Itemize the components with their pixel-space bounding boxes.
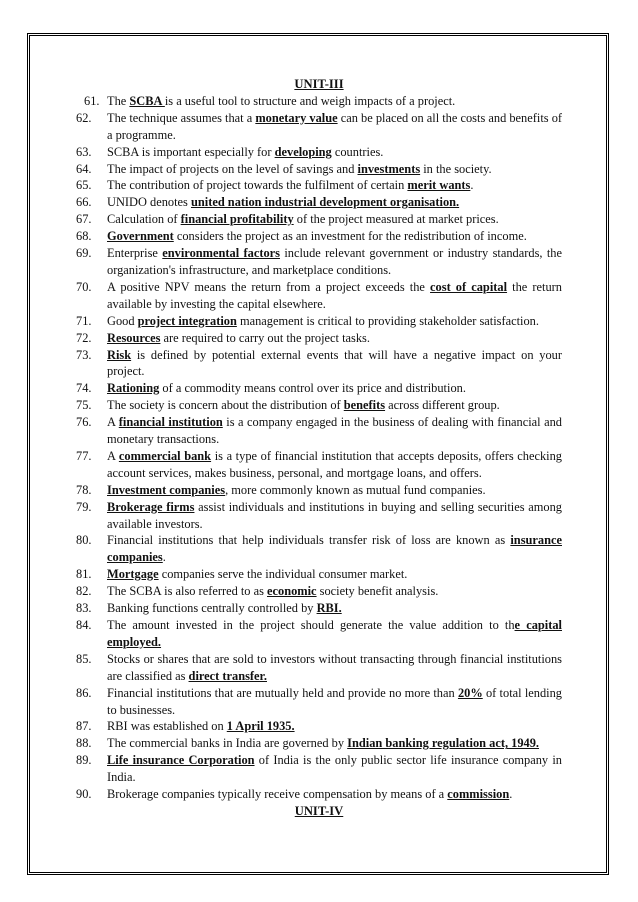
item-text-segment: The amount invested in the project should generate the value addition to th: [107, 618, 515, 632]
list-item: [76, 177, 562, 194]
item-number: 66.: [76, 195, 92, 210]
item-text-segment: The contribution of project towards the fulfilment of certain: [107, 178, 408, 193]
item-text: [107, 735, 562, 752]
list-item: [76, 211, 562, 228]
list-item: [76, 245, 562, 279]
item-text-segment: is a type of financial institution that accepts deposits, offers checking account services, makes business, personal, and mortgage loans, and offers.: [107, 448, 562, 480]
item-text: [107, 617, 562, 651]
item-text: [107, 448, 562, 482]
item-number: 68.: [76, 229, 92, 244]
answer-keyword: Investment companies: [107, 482, 226, 497]
item-text-segment: of the project measured at market prices.: [293, 212, 499, 227]
answer-keyword: RBI.: [316, 601, 342, 616]
item-number: 61.: [84, 93, 100, 108]
item-text-segment: UNIDO denotes: [107, 195, 191, 210]
item-text: [107, 330, 562, 347]
answer-keyword: Brokerage firms: [107, 499, 195, 514]
list-item: [76, 313, 562, 330]
list-item: [76, 110, 562, 144]
item-number: 74.: [76, 381, 92, 396]
item-number: 72.: [76, 330, 92, 345]
item-text-segment: Enterprise: [107, 246, 163, 261]
item-text-segment: of a commodity means control over its price and distribution.: [159, 381, 466, 396]
item-number: 84.: [76, 618, 92, 632]
item-text: [107, 177, 562, 194]
list-item: [76, 600, 562, 617]
item-text: [107, 499, 562, 533]
item-text: [107, 161, 562, 178]
item-number: 76.: [76, 415, 92, 430]
answer-keyword: 1 April 1935.: [226, 719, 295, 734]
answer-keyword: monetary value: [255, 110, 338, 125]
item-text: [107, 347, 562, 381]
item-text-segment: management is critical to providing stakeholder satisfaction.: [236, 313, 539, 328]
item-text: [107, 414, 562, 448]
answer-keyword: commission: [447, 787, 510, 802]
answer-keyword: benefits: [343, 398, 386, 413]
item-text: [107, 211, 562, 228]
item-text-segment: .: [470, 178, 474, 193]
item-text-segment: The society is concern about the distribution of: [107, 398, 344, 413]
list-item: [76, 93, 562, 110]
item-text: [107, 245, 562, 279]
item-text-segment: Brokerage companies typically receive compensation by means of a: [107, 787, 448, 802]
answer-keyword: Mortgage: [107, 567, 159, 582]
item-number: 87.: [76, 719, 92, 734]
list-item: [76, 347, 562, 381]
item-text: [107, 482, 562, 499]
item-text: [107, 651, 562, 685]
answer-keyword: Indian banking regulation act, 1949.: [347, 736, 540, 751]
list-item: [76, 718, 562, 735]
item-text: [107, 93, 562, 110]
item-text: [107, 566, 562, 583]
answer-keyword: Risk: [107, 347, 132, 362]
item-number: 67.: [76, 212, 92, 227]
item-text: [107, 752, 562, 786]
item-number: 78.: [76, 482, 92, 497]
item-text-segment: A: [107, 448, 119, 463]
list-item: [76, 735, 562, 752]
item-text-segment: Banking functions centrally controlled by: [107, 601, 317, 616]
list-item: [76, 194, 562, 211]
item-text-segment: companies serve the individual consumer market.: [158, 567, 408, 582]
list-item: [76, 786, 562, 803]
item-number: 86.: [76, 685, 92, 700]
item-text: [107, 600, 562, 617]
list-item: [76, 228, 562, 245]
unit-iv-heading: UNIT-IV: [294, 803, 344, 818]
answer-keyword: united nation industrial development organisation.: [190, 195, 460, 210]
item-number: 85.: [76, 651, 92, 666]
list-item: [76, 397, 562, 414]
answer-keyword: cost of capital: [430, 279, 508, 294]
document-body: [76, 76, 562, 820]
item-number: 65.: [76, 178, 92, 193]
item-text-segment: , more commonly known as mutual fund companies.: [225, 482, 486, 497]
answer-keyword: Government: [107, 229, 174, 244]
item-text-segment: is defined by potential external events that will have a negative impact on your project.: [107, 347, 562, 379]
item-text-segment: is a company engaged in the business of dealing with financial and monetary transactions.: [107, 415, 562, 447]
item-text: [107, 110, 562, 144]
item-text-segment: can be placed on all the costs and benefits of a programme.: [107, 110, 563, 142]
item-text-segment: in the society.: [420, 161, 492, 176]
answer-keyword: financial profitability: [180, 212, 294, 227]
item-text-segment: across different group.: [385, 398, 500, 413]
item-text-segment: A positive NPV means the return from a project exceeds the: [107, 279, 431, 294]
item-text-segment: Good: [107, 313, 138, 328]
item-text: [107, 718, 562, 735]
unit-iii-heading: UNIT-III: [294, 77, 344, 91]
item-text-segment: of total lending to businesses.: [107, 685, 562, 717]
item-text-segment: .: [509, 787, 513, 802]
item-text: [107, 786, 562, 803]
item-number: 70.: [76, 279, 92, 294]
answer-keyword: investments: [357, 161, 421, 176]
item-text-segment: .: [162, 550, 166, 565]
item-text-segment: society benefit analysis.: [316, 584, 439, 599]
item-text: [107, 279, 562, 313]
item-text-segment: considers the project as an investment for the redistribution of income.: [173, 229, 527, 244]
answer-keyword: economic: [267, 584, 317, 599]
list-item: [76, 380, 562, 397]
answer-keyword: project integration: [137, 313, 237, 328]
answer-keyword: direct transfer.: [188, 668, 267, 683]
answer-keyword: Life insurance Corporation: [107, 753, 255, 768]
item-text-segment: include relevant government or industry standards, the organization's infrastructure, and marketplace conditions.: [107, 246, 562, 277]
answer-keyword: e capital employed.: [107, 618, 562, 649]
answer-keyword: SCBA: [129, 93, 165, 108]
item-number: 75.: [76, 398, 92, 413]
item-text-segment: the return available by investing the capital elsewhere.: [107, 279, 563, 311]
question-list: [76, 93, 562, 803]
item-text: [107, 380, 562, 397]
item-number: 80.: [76, 533, 92, 548]
item-number: 83.: [76, 601, 92, 616]
item-text-segment: RBI was established on: [107, 719, 227, 734]
list-item: [76, 330, 562, 347]
item-number: 81.: [76, 567, 92, 582]
item-text-segment: countries.: [331, 144, 384, 159]
list-item: [76, 414, 562, 448]
item-text-segment: Calculation of: [107, 212, 181, 227]
item-number: 63.: [76, 144, 92, 159]
list-item: [76, 685, 562, 719]
item-number: 88.: [76, 736, 92, 751]
item-number: 62.: [76, 110, 92, 125]
list-item: [76, 583, 562, 600]
item-number: 89.: [76, 753, 92, 768]
answer-keyword: environmental factors: [162, 246, 280, 261]
item-text-segment: Financial institutions that help individuals transfer risk of loss are known as: [107, 533, 511, 548]
item-text-segment: The commercial banks in India are governed by: [107, 736, 348, 751]
item-number: 71.: [76, 313, 92, 328]
item-text: [107, 228, 562, 245]
answer-keyword: developing: [274, 144, 332, 159]
answer-keyword: commercial bank: [118, 448, 212, 463]
item-text: [107, 397, 562, 414]
list-item: [76, 161, 562, 178]
answer-keyword: Resources: [107, 330, 161, 345]
item-number: 73.: [76, 347, 92, 362]
answer-keyword: financial institution: [118, 415, 223, 430]
item-text-segment: assist individuals and institutions in buying and selling securities among available investors.: [107, 499, 562, 531]
list-item: [76, 752, 562, 786]
item-text: [107, 194, 562, 211]
answer-keyword: Rationing: [107, 381, 160, 396]
item-number: 69.: [76, 246, 92, 261]
item-text: [107, 583, 562, 600]
item-number: 82.: [76, 584, 92, 599]
item-text-segment: SCBA is important especially for: [107, 144, 275, 159]
item-text-segment: The impact of projects on the level of savings and: [107, 161, 358, 176]
list-item: [76, 566, 562, 583]
item-number: 79.: [76, 499, 92, 514]
item-text-segment: are required to carry out the project tasks.: [160, 330, 370, 345]
item-text: [107, 144, 562, 161]
item-text-segment: The SCBA is also referred to as: [107, 584, 268, 599]
list-item: [76, 279, 562, 313]
item-text: [107, 532, 562, 566]
item-text: [107, 685, 562, 719]
answer-keyword: merit wants: [407, 178, 471, 193]
answer-keyword: 20%: [457, 685, 483, 700]
item-text-segment: of India is the only public sector life insurance company in India.: [107, 753, 562, 785]
item-number: 64.: [76, 161, 92, 176]
list-item: [76, 482, 562, 499]
item-text-segment: The technique assumes that a: [107, 110, 256, 125]
item-text-segment: is a useful tool to structure and weigh impacts of a project.: [164, 93, 456, 108]
item-text-segment: The: [107, 93, 130, 108]
item-text-segment: A: [107, 415, 119, 430]
list-item: [76, 651, 562, 685]
list-item: [76, 617, 562, 651]
item-number: 90.: [76, 787, 92, 802]
item-text-segment: Financial institutions that are mutually held and provide no more than: [107, 685, 458, 700]
list-item: [76, 448, 562, 482]
list-item: [76, 532, 562, 566]
item-text-segment: Stocks or shares that are sold to investors without transacting through financial institutions are classified as: [107, 651, 562, 683]
list-item: [76, 144, 562, 161]
answer-keyword: insurance companies: [107, 533, 562, 565]
list-item: [76, 499, 562, 533]
item-text: [107, 313, 562, 330]
item-number: 77.: [76, 448, 92, 463]
